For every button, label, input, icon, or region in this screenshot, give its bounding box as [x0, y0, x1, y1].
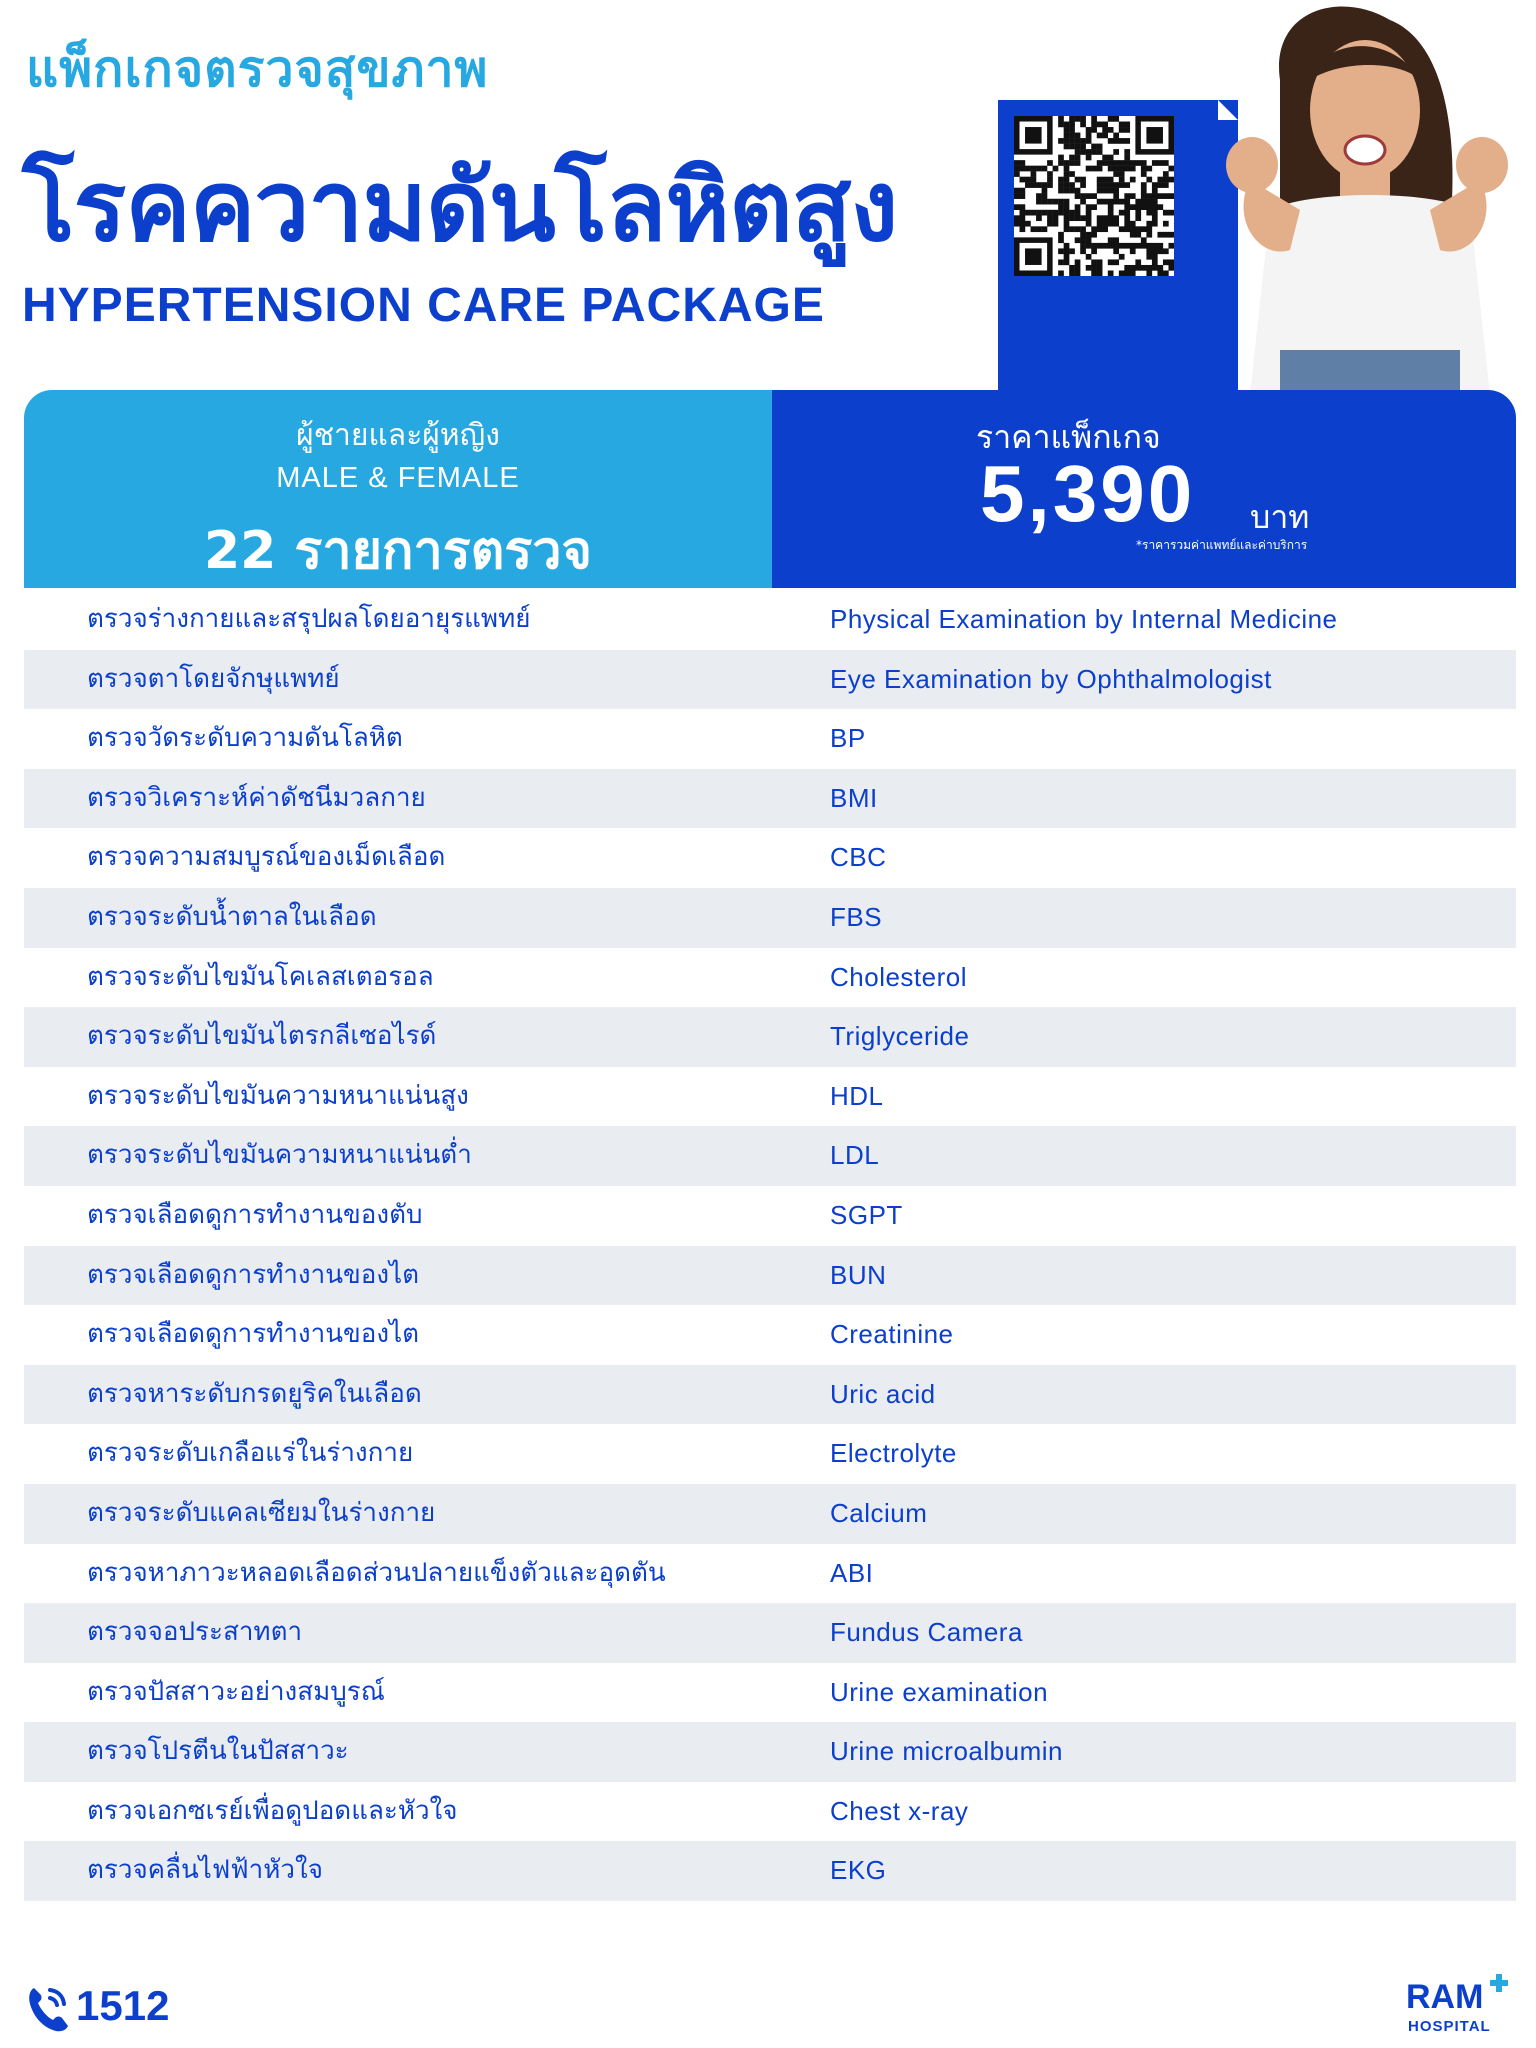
- table-row: [24, 769, 1516, 829]
- package-eyebrow: แพ็กเกจตรวจสุขภาพ: [26, 40, 489, 98]
- table-row: [24, 590, 1516, 650]
- table-row: [24, 1067, 1516, 1127]
- item-count: 22 รายการตรวจ: [203, 521, 593, 581]
- table-row: [24, 828, 1516, 888]
- item-name-th: ตรวจเลือดดูการทำงานของตับ: [87, 1199, 423, 1230]
- item-name-th: ตรวจคลื่นไฟฟ้าหัวใจ: [87, 1855, 323, 1886]
- item-name-th: ตรวจระดับแคลเซียมในร่างกาย: [87, 1497, 436, 1528]
- item-name-en: Urine examination: [830, 1676, 1049, 1707]
- item-name-th: ตรวจระดับไขมันความหนาแน่นต่ำ: [87, 1140, 472, 1171]
- item-name-en: Creatinine: [830, 1319, 954, 1350]
- table-row: [24, 1722, 1516, 1782]
- item-name-en: Uric acid: [830, 1378, 936, 1409]
- item-name-en: CBC: [830, 842, 887, 873]
- item-name-en: HDL: [830, 1080, 884, 1111]
- item-name-th: ตรวจระดับไขมันโคเลสเตอรอล: [87, 961, 434, 992]
- item-name-th: ตรวจเอกซเรย์เพื่อดูปอดและหัวใจ: [87, 1795, 458, 1826]
- item-name-en: Physical Examination by Internal Medicine: [830, 604, 1338, 634]
- item-name-en: Triglyceride: [830, 1021, 970, 1052]
- item-name-en: Urine microalbumin: [830, 1736, 1063, 1767]
- item-name-th: ตรวจเลือดดูการทำงานของไต: [87, 1319, 420, 1350]
- item-name-en: LDL: [830, 1140, 880, 1171]
- table-row: [24, 1544, 1516, 1604]
- item-name-en: ABI: [830, 1557, 874, 1588]
- happy-woman-illustration: [1190, 0, 1536, 395]
- table-row: [24, 1424, 1516, 1484]
- item-name-th: ตรวจจอประสาทตา: [87, 1617, 303, 1648]
- page-title: โรคความดันโลหิตสูง: [22, 150, 898, 264]
- table-row: [24, 888, 1516, 948]
- table-row: [24, 1484, 1516, 1544]
- item-name-en: Electrolyte: [830, 1438, 957, 1469]
- item-name-en: BMI: [830, 782, 878, 813]
- price-note: *ราคารวมค่าแพทย์และค่าบริการ: [1136, 538, 1308, 552]
- table-row: [24, 1365, 1516, 1425]
- item-name-en: FBS: [830, 901, 883, 932]
- table-row: [24, 948, 1516, 1008]
- item-name-en: BUN: [830, 1259, 887, 1290]
- table-row: [24, 1841, 1516, 1901]
- qr-code-icon: [1014, 116, 1174, 276]
- item-name-en: BP: [830, 723, 866, 754]
- page-subtitle-en: HYPERTENSION CARE PACKAGE: [22, 279, 825, 332]
- item-name-en: Eye Examination by Ophthalmologist: [830, 663, 1272, 694]
- item-name-en: Chest x-ray: [830, 1795, 969, 1826]
- item-name-th: ตรวจระดับเกลือแร่ในร่างกาย: [87, 1438, 414, 1469]
- hospital-logo-text: RAM: [1406, 1978, 1484, 2016]
- item-name-th: ตรวจระดับไขมันไตรกลีเซอไรด์: [87, 1021, 437, 1052]
- phone-number[interactable]: 1512: [76, 1982, 170, 2029]
- item-name-th: ตรวจความสมบูรณ์ของเม็ดเลือด: [87, 842, 446, 873]
- item-name-th: ตรวจร่างกายและสรุปผลโดยอายุรแพทย์: [87, 604, 531, 634]
- table-row: [24, 1186, 1516, 1246]
- gender-label-en: MALE & FEMALE: [276, 462, 520, 494]
- item-name-th: ตรวจเลือดดูการทำงานของไต: [87, 1259, 420, 1290]
- table-row: [24, 650, 1516, 710]
- table-row: [24, 1007, 1516, 1067]
- price-currency: บาท: [1250, 498, 1310, 536]
- table-row: [24, 1246, 1516, 1306]
- item-name-en: SGPT: [830, 1199, 903, 1230]
- checkup-items-table: [24, 590, 1516, 1901]
- item-name-th: ตรวจระดับน้ำตาลในเลือด: [87, 901, 377, 932]
- table-row: [24, 1603, 1516, 1663]
- item-name-en: Fundus Camera: [830, 1617, 1023, 1648]
- item-name-en: Cholesterol: [830, 961, 968, 992]
- price-value: 5,390: [980, 449, 1196, 538]
- item-name-th: ตรวจปัสสาวะอย่างสมบูรณ์: [87, 1676, 385, 1707]
- item-name-th: ตรวจหาระดับกรดยูริคในเลือด: [87, 1378, 422, 1409]
- item-name-th: ตรวจตาโดยจักษุแพทย์: [87, 663, 340, 694]
- table-row: [24, 1782, 1516, 1842]
- item-name-th: ตรวจวัดระดับความดันโลหิต: [87, 723, 403, 754]
- item-name-th: ตรวจโปรตีนในปัสสาวะ: [87, 1736, 349, 1767]
- item-name-th: ตรวจวิเคราะห์ค่าดัชนีมวลกาย: [87, 782, 426, 813]
- price-label: ราคาแพ็กเกจ: [976, 418, 1161, 456]
- qr-code[interactable]: [1014, 116, 1174, 276]
- gender-label-th: ผู้ชายและผู้หญิง: [296, 418, 500, 453]
- table-row: [24, 1663, 1516, 1723]
- table-row: [24, 1305, 1516, 1365]
- hospital-logo-subtext: HOSPITAL: [1408, 2018, 1491, 2035]
- table-row: [24, 1126, 1516, 1186]
- item-name-th: ตรวจหาภาวะหลอดเลือดส่วนปลายแข็งตัวและอุดตัน: [87, 1557, 666, 1588]
- item-name-en: EKG: [830, 1855, 887, 1886]
- item-name-th: ตรวจระดับไขมันความหนาแน่นสูง: [87, 1080, 469, 1111]
- medical-cross-icon: [1488, 1972, 1510, 1994]
- item-name-en: Calcium: [830, 1497, 928, 1528]
- table-row: [24, 709, 1516, 769]
- phone-icon[interactable]: [26, 1984, 70, 2034]
